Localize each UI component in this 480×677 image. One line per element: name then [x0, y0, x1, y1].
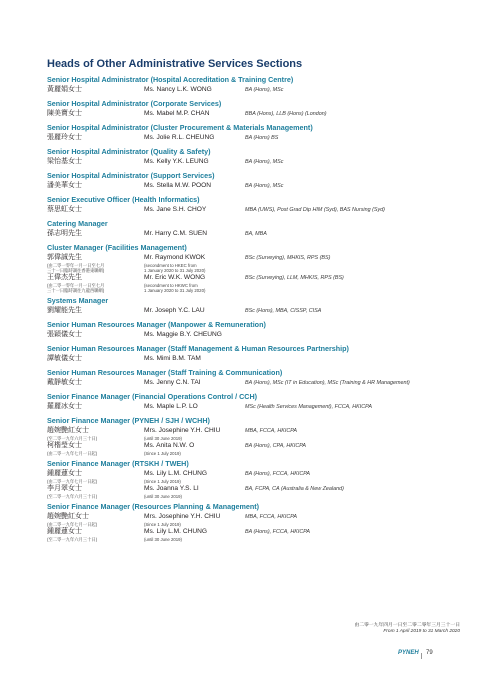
- english-name-column: [144, 181, 245, 191]
- person-qualifications: MBA, FCCA, HKICPA: [245, 514, 298, 520]
- person-english-note: (until 30 June 2019): [144, 494, 182, 499]
- section: [47, 459, 457, 499]
- person-qualifications: BA (Hons), FCCA, HKICPA: [245, 529, 310, 535]
- person-row: [47, 484, 457, 499]
- person-chinese-name: 鍾麗蓮女士: [47, 470, 82, 477]
- chinese-name-column: [47, 181, 144, 191]
- person-english-note: 1 January 2020 to 31 July 2020): [144, 288, 206, 293]
- period-footnote-cn: 由二零一九年四月一日至二零二零年三月三十一日: [354, 623, 460, 628]
- chinese-name-column: [47, 306, 144, 316]
- person-row: [47, 306, 457, 317]
- section: [47, 195, 457, 216]
- english-name-column: [144, 306, 245, 316]
- section: [47, 416, 457, 456]
- chinese-name-column: [47, 469, 144, 484]
- person-english-name: Ms. Maggie B.Y. CHEUNG: [144, 331, 222, 338]
- section-title: Senior Finance Manager (Financial Operations Control / CCH): [47, 392, 258, 401]
- section: [47, 99, 457, 120]
- chinese-name-column: [47, 133, 144, 143]
- section: [47, 296, 457, 317]
- person-chinese-name: 李月翠女士: [47, 485, 82, 492]
- person-english-note: (secondment to HKWC from: [144, 283, 198, 288]
- section-title: Senior Finance Manager (Resources Planning & Management): [47, 502, 260, 511]
- person-row: [47, 512, 457, 527]
- person-row: [47, 133, 457, 144]
- person-qualifications: BSc (Surveying), LLM, MHKIS, RPS (BS): [245, 275, 344, 281]
- chinese-name-column: [47, 441, 144, 456]
- person-english-name: Ms. Anita N.W. O: [144, 442, 195, 449]
- person-row: [47, 85, 457, 96]
- period-footnote: [354, 623, 460, 635]
- person-chinese-note: (至二零一九年六月三十日): [47, 494, 98, 499]
- person-chinese-note: (由二零一零年一月一日至七月: [47, 283, 105, 288]
- person-chinese-name: 郭偉誠先生: [47, 254, 82, 261]
- sections-list: [47, 75, 457, 545]
- person-chinese-name: 張穎儀女士: [47, 331, 82, 338]
- person-qualifications: MBA, FCCA, HKICPA: [245, 428, 298, 434]
- person-chinese-note: 三十一日臨時調往九龍西聯網): [47, 288, 105, 293]
- person-english-name: Ms. Joanna Y.S. LI: [144, 485, 199, 492]
- person-row: [47, 527, 457, 542]
- chinese-name-column: [47, 273, 144, 293]
- person-chinese-name: 潘美華女士: [47, 182, 82, 189]
- person-qualifications: BSc (Surveying), MHKIS, RPS (BS): [245, 255, 331, 261]
- section: [47, 243, 457, 293]
- person-row: [47, 469, 457, 484]
- person-english-name: Ms. Jane S.H. CHOY: [144, 206, 207, 213]
- english-name-column: [144, 512, 245, 527]
- section: [47, 123, 457, 144]
- footer-divider: [421, 653, 422, 659]
- person-english-name: Ms. Nancy L.K. WONG: [144, 86, 212, 93]
- section: [47, 502, 457, 542]
- person-row: [47, 441, 457, 456]
- english-name-column: [144, 484, 245, 499]
- section: [47, 171, 457, 192]
- person-qualifications: BA (Hons), FCCA, HKICPA: [245, 471, 310, 477]
- person-english-note: (secondment to HKEC from: [144, 263, 197, 268]
- person-chinese-name: 劉耀能先生: [47, 307, 82, 314]
- person-row: [47, 229, 457, 240]
- person-row: [47, 273, 457, 293]
- english-name-column: [144, 330, 245, 340]
- english-name-column: [144, 85, 245, 95]
- english-name-column: [144, 441, 245, 456]
- person-qualifications: BA (Hons), MSc: [245, 183, 284, 189]
- person-english-note: (until 30 June 2019): [144, 436, 182, 441]
- chinese-name-column: [47, 426, 144, 441]
- english-name-column: [144, 402, 245, 412]
- section: [47, 147, 457, 168]
- footer-brand: PYNEH: [398, 650, 419, 656]
- person-row: [47, 253, 457, 273]
- person-qualifications: BA (Hons), MSc: [245, 87, 284, 93]
- person-chinese-name: 戴靜敏女士: [47, 379, 82, 386]
- person-chinese-name: 孫志明先生: [47, 230, 82, 237]
- section-title: Senior Hospital Administrator (Quality & Safety): [47, 147, 211, 156]
- person-row: [47, 330, 457, 341]
- person-chinese-note: (由二零一九年七月一日起): [47, 522, 98, 527]
- person-english-note: (Since 1 July 2019): [144, 451, 181, 456]
- page-title: Heads of Other Administrative Services Sections: [47, 58, 303, 70]
- person-qualifications: BA, MBA: [245, 231, 267, 237]
- person-row: [47, 426, 457, 441]
- person-row: [47, 205, 457, 216]
- section: [47, 368, 457, 389]
- section-title: Catering Manager: [47, 219, 108, 228]
- person-english-name: Mr. Raymond KWOK: [144, 254, 206, 261]
- person-chinese-name: 張麗玲女士: [47, 134, 82, 141]
- chinese-name-column: [47, 205, 144, 215]
- english-name-column: [144, 527, 245, 542]
- person-chinese-name: 趙婉艷紅女士: [47, 427, 89, 434]
- section-title: Senior Hospital Administrator (Support Services): [47, 171, 215, 180]
- section-title: Systems Manager: [47, 296, 109, 305]
- section: [47, 392, 457, 413]
- person-row: [47, 378, 457, 389]
- person-qualifications: BSc (Hons), MBA, CISSP, CISA: [245, 308, 322, 314]
- chinese-name-column: [47, 157, 144, 167]
- chinese-name-column: [47, 378, 144, 388]
- chinese-name-column: [47, 484, 144, 499]
- person-chinese-name: 王偉杰先生: [47, 274, 82, 281]
- section-title: Senior Hospital Administrator (Corporate Services): [47, 99, 222, 108]
- person-english-name: Ms. Stella M.W. POON: [144, 182, 212, 189]
- english-name-column: [144, 354, 245, 364]
- person-qualifications: BBA (Hons), LLB (Hons) (London): [245, 111, 327, 117]
- person-chinese-name: 羅麗冰女士: [47, 403, 82, 410]
- chinese-name-column: [47, 402, 144, 412]
- person-english-name: Ms. Mimi B.M. TAM: [144, 355, 201, 362]
- chinese-name-column: [47, 330, 144, 340]
- section-title: Senior Hospital Administrator (Cluster Procurement & Materials Management): [47, 123, 313, 132]
- person-chinese-note: (由二零一九年七月一日起): [47, 479, 98, 484]
- person-row: [47, 109, 457, 120]
- english-name-column: [144, 469, 245, 484]
- person-english-note: (Since 1 July 2019): [144, 479, 181, 484]
- person-chinese-note: (至二零一九年六月三十日): [47, 436, 98, 441]
- english-name-column: [144, 378, 245, 388]
- person-chinese-note: 三十一日臨時調往香港東聯網): [47, 268, 105, 273]
- period-footnote-en: From 1 April 2019 to 31 March 2020: [383, 629, 460, 634]
- person-english-name: Mrs. Josephine Y.H. CHIU: [144, 513, 221, 520]
- person-english-name: Mrs. Josephine Y.H. CHIU: [144, 427, 221, 434]
- chinese-name-column: [47, 229, 144, 239]
- person-chinese-name: 黃麗娟女士: [47, 86, 82, 93]
- section-title: Senior Human Resources Manager (Staff Training & Communication): [47, 368, 283, 377]
- person-qualifications: MBA (UWS), Post Grad Dip HIM (Syd), BAS Nursing (Syd): [245, 207, 385, 213]
- person-english-note: (Since 1 July 2019): [144, 522, 181, 527]
- person-qualifications: BA (Hons), MSc: [245, 159, 284, 165]
- section-title: Senior Finance Manager (RTSKH / TWEH): [47, 459, 189, 468]
- english-name-column: [144, 157, 245, 167]
- section-title: Senior Executive Officer (Health Informatics): [47, 195, 200, 204]
- person-english-name: Mr. Joseph Y.C. LAU: [144, 307, 205, 314]
- section-title: Cluster Manager (Facilities Management): [47, 243, 187, 252]
- chinese-name-column: [47, 109, 144, 119]
- person-english-note: 1 January 2020 to 31 July 2020): [144, 268, 206, 273]
- person-qualifications: MSc (Health Services Management), FCCA, HKICPA: [245, 404, 372, 410]
- page-number: 79: [426, 650, 433, 656]
- person-chinese-note: (由二零一零年一月一日至七月: [47, 263, 105, 268]
- person-chinese-name: 柯楷瑩女士: [47, 442, 82, 449]
- section: [47, 75, 457, 96]
- person-english-name: Ms. Maple L.P. LO: [144, 403, 198, 410]
- chinese-name-column: [47, 354, 144, 364]
- person-qualifications: BA (Hons) BS: [245, 135, 279, 141]
- chinese-name-column: [47, 85, 144, 95]
- person-chinese-note: (由二零一九年七月一日起): [47, 451, 98, 456]
- person-english-name: Ms. Jenny C.N. TAI: [144, 379, 201, 386]
- english-name-column: [144, 133, 245, 143]
- person-qualifications: BA (Hons), MSc (IT in Education), MSc (Training & HR Management): [245, 380, 410, 386]
- person-qualifications: BA, FCPA, CA (Australia & New Zealand): [245, 486, 344, 492]
- person-english-name: Ms. Lily L.M. CHUNG: [144, 470, 208, 477]
- person-chinese-name: 譚敏儀女士: [47, 355, 82, 362]
- chinese-name-column: [47, 527, 144, 542]
- person-english-name: Ms. Lily L.M. CHUNG: [144, 528, 208, 535]
- english-name-column: [144, 253, 245, 273]
- section-title: Senior Finance Manager (PYNEH / SJH / WCHH): [47, 416, 210, 425]
- person-row: [47, 354, 457, 365]
- person-english-name: Mr. Eric W.K. WONG: [144, 274, 206, 281]
- person-chinese-name: 梁怡基女士: [47, 158, 82, 165]
- english-name-column: [144, 229, 245, 239]
- person-chinese-name: 鍾麗蓮女士: [47, 528, 82, 535]
- person-english-note: (until 30 June 2019): [144, 537, 182, 542]
- english-name-column: [144, 109, 245, 119]
- person-row: [47, 157, 457, 168]
- person-chinese-name: 蔡思虹女士: [47, 206, 82, 213]
- person-row: [47, 181, 457, 192]
- section-title: Senior Hospital Administrator (Hospital Accreditation & Training Centre): [47, 75, 294, 84]
- section-title: Senior Human Resources Manager (Staff Management & Human Resources Partnership): [47, 344, 349, 353]
- person-chinese-name: 陳美寶女士: [47, 110, 82, 117]
- section: [47, 219, 457, 240]
- person-chinese-note: (至二零一九年六月三十日): [47, 537, 98, 542]
- person-english-name: Ms. Jolie R.L. CHEUNG: [144, 134, 215, 141]
- person-chinese-name: 趙婉艷紅女士: [47, 513, 89, 520]
- section: [47, 320, 457, 341]
- person-english-name: Mr. Harry C.M. SUEN: [144, 230, 208, 237]
- english-name-column: [144, 273, 245, 293]
- person-english-name: Ms. Mabel M.P. CHAN: [144, 110, 210, 117]
- section-title: Senior Human Resources Manager (Manpower & Remuneration): [47, 320, 266, 329]
- person-row: [47, 402, 457, 413]
- person-english-name: Ms. Kelly Y.K. LEUNG: [144, 158, 209, 165]
- chinese-name-column: [47, 512, 144, 527]
- english-name-column: [144, 426, 245, 441]
- english-name-column: [144, 205, 245, 215]
- person-qualifications: BA (Hons), CPA, HKICPA: [245, 443, 307, 449]
- chinese-name-column: [47, 253, 144, 273]
- section: [47, 344, 457, 365]
